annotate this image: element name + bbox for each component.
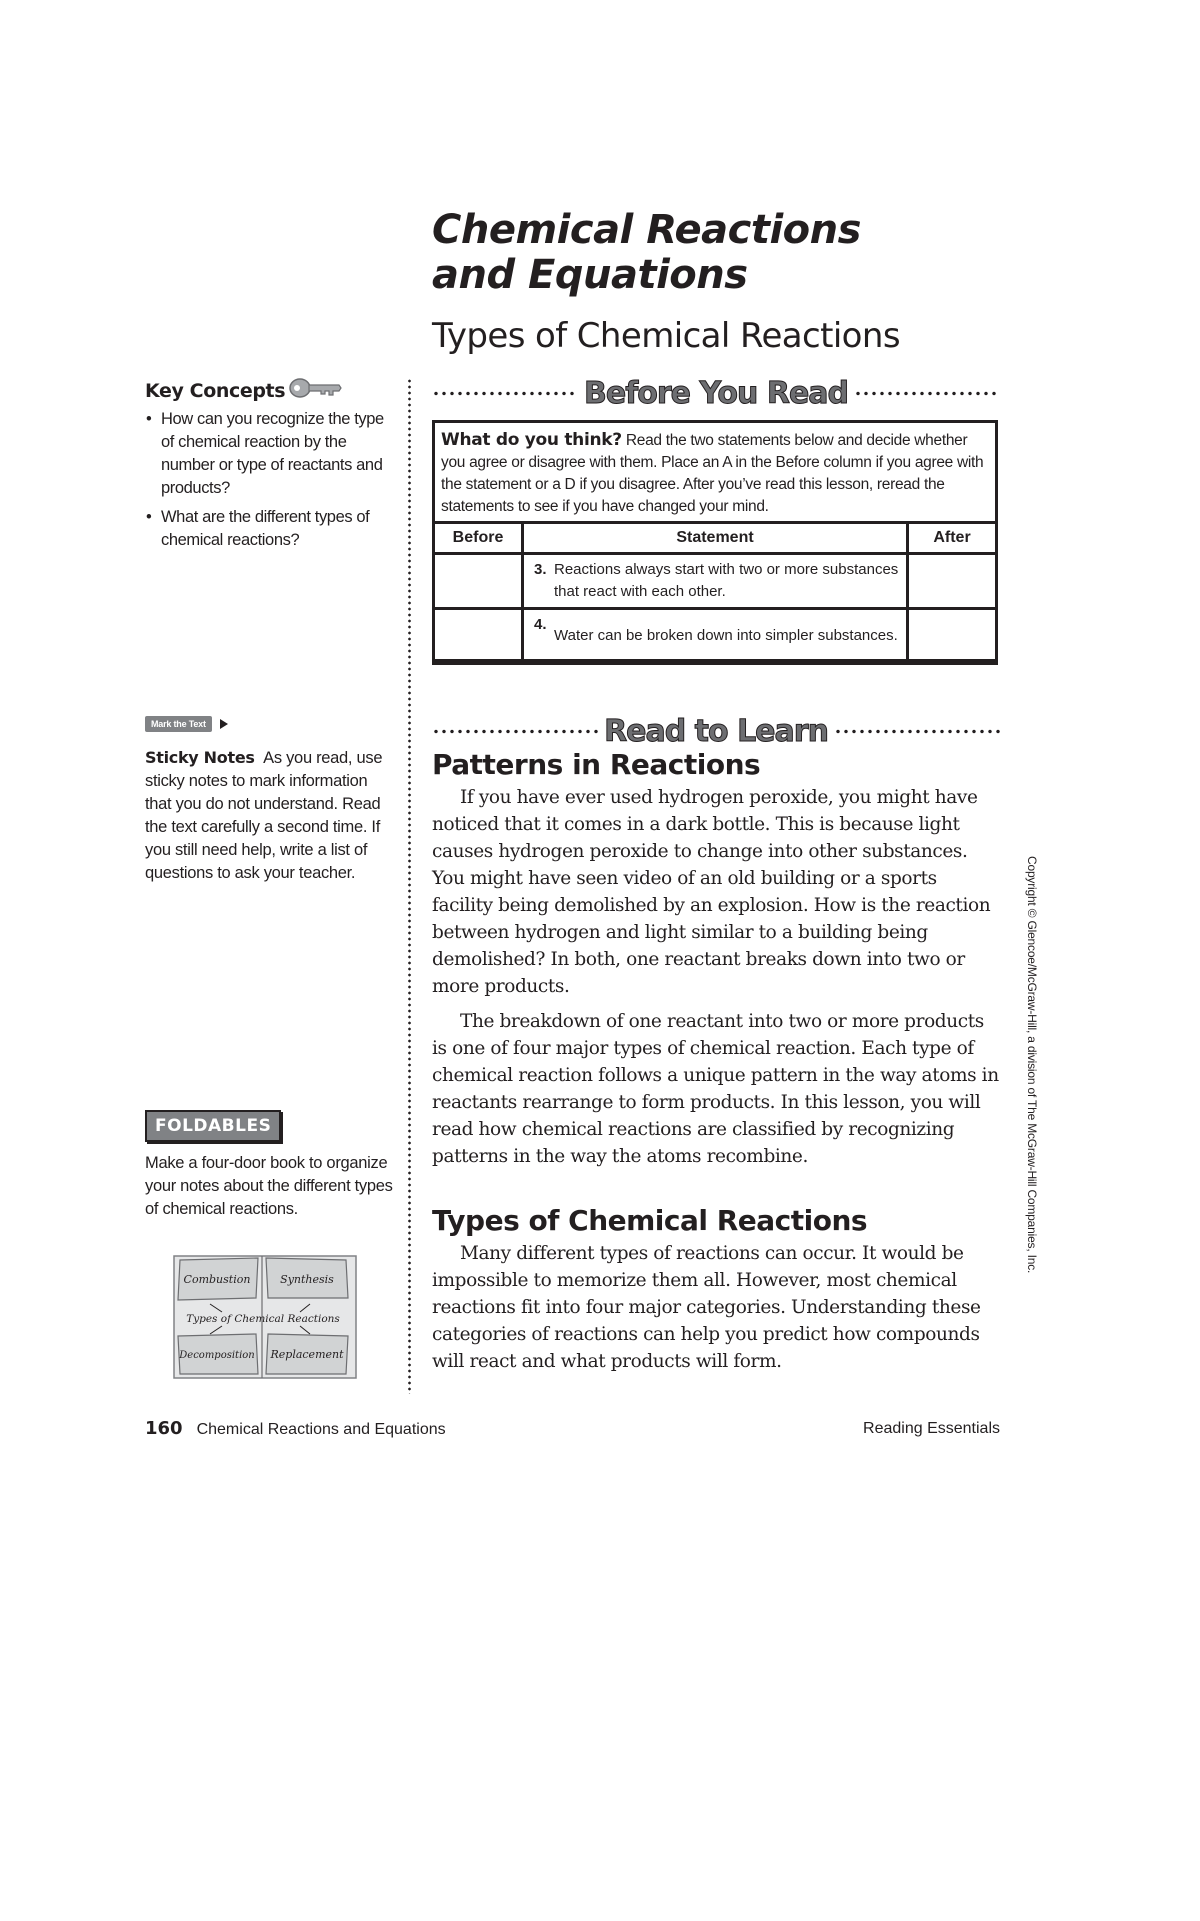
foldables-instructions: Make a four-door book to organize your notes about the different types of chemical reactions. <box>145 1154 393 1218</box>
list-item: • What are the different types of chemical reactions? <box>145 506 395 552</box>
statement-text: Reactions always start with two or more substances that react with each other. <box>554 561 899 600</box>
table-row <box>434 554 997 609</box>
key-concepts-heading <box>145 376 395 405</box>
footer-book-title: Reading Essentials <box>863 1420 1000 1437</box>
section-heading-patterns: Patterns in Reactions <box>432 748 761 781</box>
key-concepts-title: Key Concepts <box>145 379 286 402</box>
before-you-read-label: Before You Read <box>584 375 849 411</box>
lesson-title: Types of Chemical Reactions <box>432 316 900 356</box>
fold-label-center: Types of Chemical Reactions <box>186 1313 340 1325</box>
dotted-rule <box>432 729 598 734</box>
read-to-learn-label: Read to Learn <box>604 713 828 749</box>
before-answer-cell[interactable] <box>434 609 523 664</box>
section-heading-types: Types of Chemical Reactions <box>432 1204 868 1237</box>
key-concepts-list <box>145 408 395 558</box>
body-paragraph: Many different types of reactions can occur. It would be impossible to memorize them all. However, most chemical reactions fit into four major categories. Understanding these categories of reactions can help you predict how compounds will react and what products will form. <box>432 1243 981 1372</box>
footer-chapter: Chemical Reactions and Equations <box>196 1421 446 1438</box>
key-icon <box>289 376 343 405</box>
chapter-title <box>432 208 1032 298</box>
dotted-rule <box>432 391 578 396</box>
chapter-title-line-1: Chemical Reactions <box>432 207 861 253</box>
mark-the-text-badge <box>145 716 395 732</box>
body-paragraph: The breakdown of one reactant into two or more products is one of four major types of chemical reaction. Each type of chemical reaction follows a unique pattern in the way atoms in reactants rearrange to form products. In this lesson, you will read how chemical reactions are classified by recognizing patterns in the way the atoms recombine. <box>432 1011 999 1167</box>
statement-cell <box>523 554 908 609</box>
fold-label-combustion: Combustion <box>183 1273 251 1286</box>
foldables-logo-wrap <box>145 1110 395 1142</box>
four-door-book-diagram <box>170 1252 360 1387</box>
page-number: 160 <box>145 1418 183 1439</box>
mark-the-text-label: Mark the Text <box>145 716 212 732</box>
instructions-text: Read the two statements below and decide whether you agree or disagree with them. Place an A in the Before column if you agree with the statement or a D if you disagree. After you’ve read this lesson, reread the statements to see if you have changed your mind. <box>441 432 984 515</box>
chapter-title-line-2: and Equations <box>432 252 748 298</box>
column-divider <box>408 378 411 1394</box>
sticky-notes-lead: Sticky Notes <box>145 748 255 767</box>
read-to-learn-band <box>432 710 1000 752</box>
arrow-right-icon <box>220 719 228 729</box>
statement-cell <box>523 609 908 664</box>
body-paragraph: If you have ever used hydrogen peroxide, you might have noticed that it comes in a dark bottle. This is because light causes hydrogen peroxide to change into other substances. You might have seen video of an old building or a sports facility being demolished by an explosion. How is the reaction between hydrogen and light similar to a building being demolished? In both, one reactant breaks down into two or more products. <box>432 787 991 997</box>
after-column-header: After <box>908 523 997 554</box>
before-column-header: Before <box>434 523 523 554</box>
table-row <box>434 609 997 664</box>
fold-label-decomposition: Decomposition <box>179 1350 255 1361</box>
anticipation-instructions <box>435 423 995 518</box>
anticipation-guide-box <box>432 420 998 662</box>
dotted-rule <box>854 391 1000 396</box>
statement-number: 3. <box>534 561 547 578</box>
fold-label-synthesis: Synthesis <box>280 1273 334 1286</box>
after-answer-cell[interactable] <box>908 609 997 664</box>
before-answer-cell[interactable] <box>434 554 523 609</box>
sticky-notes-text: As you read, use sticky notes to mark information that you do not understand. Read the text carefully a second time. If you still need help, write a list of questions to ask your teacher. <box>145 749 383 882</box>
foldables-logo: FOLDABLES <box>145 1110 281 1142</box>
anticipation-table <box>432 521 998 665</box>
statement-text: Water can be broken down into simpler substances. <box>554 627 898 644</box>
before-you-read-band <box>432 372 1000 414</box>
fold-label-replacement: Replacement <box>270 1348 344 1361</box>
footer-left <box>145 1418 446 1439</box>
what-do-you-think-lead: What do you think? <box>441 430 622 450</box>
statement-number: 4. <box>534 616 547 633</box>
dotted-rule <box>834 729 1000 734</box>
statement-column-header: Statement <box>523 523 908 554</box>
table-header-row <box>434 523 997 554</box>
sticky-notes-tip <box>145 746 395 885</box>
after-answer-cell[interactable] <box>908 554 997 609</box>
copyright-notice: Copyright © Glencoe/McGraw-Hill, a division of The McGraw-Hill Companies, Inc. <box>1025 856 1039 1274</box>
list-item: • How can you recognize the type of chemical reaction by the number or type of reactants and products? <box>145 408 395 500</box>
